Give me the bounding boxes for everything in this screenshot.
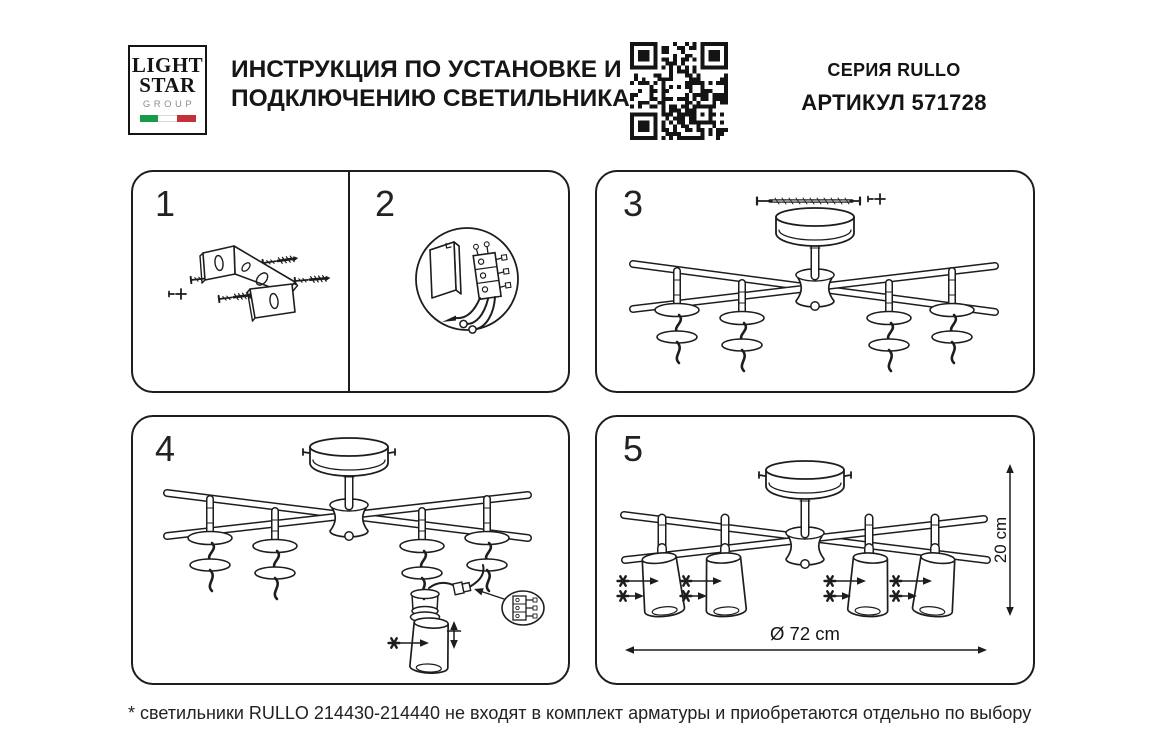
step-number-4: 4 — [155, 428, 176, 469]
footnote: * светильники RULLO 214430-214440 не входят в комплект арматуры и приобретаются отдельно по выбору — [128, 703, 1032, 723]
product-info — [795, 60, 993, 116]
diameter-dimension-label: Ø 72 cm — [770, 623, 840, 644]
title-line-1: ИНСТРУКЦИЯ ПО УСТАНОВКЕ И — [231, 56, 622, 83]
qr-code-image — [630, 42, 728, 140]
lightstar-logo — [128, 45, 207, 135]
step-panel-5 — [595, 415, 1035, 685]
qr-code — [630, 42, 728, 140]
logo-text-group: GROUP — [142, 99, 196, 110]
page-title — [231, 55, 630, 113]
shade-connection-diagram — [133, 417, 568, 683]
step-number-5: 5 — [623, 428, 644, 469]
title-line-2: ПОДКЛЮЧЕНИЮ СВЕТИЛЬНИКА — [231, 85, 630, 112]
step-number-2: 2 — [375, 183, 396, 224]
article-label: АРТИКУЛ 571728 — [801, 90, 987, 115]
height-dimension-label: 20 cm — [991, 516, 1010, 564]
series-label: СЕРИЯ RULLO — [827, 60, 961, 80]
panel-divider — [348, 172, 350, 391]
italian-flag-stripe — [140, 115, 196, 122]
step-panel-4 — [131, 415, 570, 685]
step-panel-1-2 — [131, 170, 570, 393]
step-panel-3 — [595, 170, 1035, 393]
frame-assembly-diagram — [597, 172, 1033, 391]
step-number-1: 1 — [155, 183, 176, 224]
logo-text-light: LIGHT — [131, 53, 204, 77]
step-number-3: 3 — [623, 183, 644, 224]
logo-text-star: STAR — [139, 73, 196, 97]
